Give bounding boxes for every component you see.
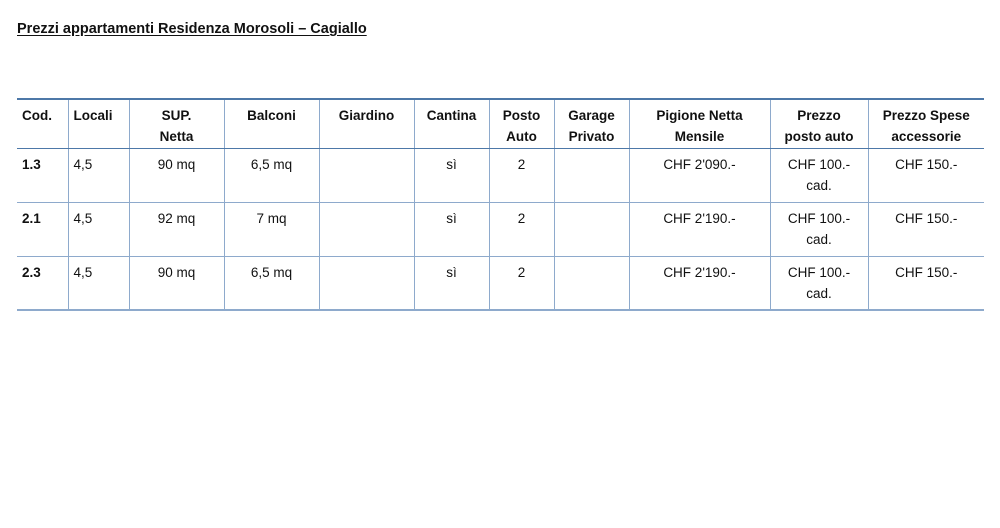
cell-prezzo-spese: CHF 150.- (868, 256, 984, 310)
header-locali (68, 99, 129, 148)
header-prezzo-posto-auto-line2: posto auto (784, 129, 854, 144)
header-posto-auto (489, 99, 554, 148)
cell-locali: 4,5 (68, 148, 129, 202)
header-balconi (224, 99, 319, 148)
cell-prezzo-posto-auto-line2: cad. (806, 285, 832, 301)
header-pigione-netta-line1: Pigione Netta (656, 108, 743, 123)
header-garage-privato-line1: Garage (568, 108, 615, 123)
header-prezzo-spese (868, 99, 984, 148)
header-giardino (319, 99, 414, 148)
header-cod-label: Cod. (22, 108, 52, 123)
cell-prezzo-spese: CHF 150.- (868, 202, 984, 256)
cell-prezzo-posto-auto (770, 256, 868, 310)
cell-giardino (319, 202, 414, 256)
cell-posto-auto: 2 (489, 256, 554, 310)
header-pigione-netta-line2: Mensile (674, 129, 725, 144)
header-garage-privato-line2: Privato (568, 129, 615, 144)
table-header-row (17, 99, 984, 148)
cell-balconi: 6,5 mq (224, 148, 319, 202)
header-sup-netta-line2: Netta (159, 129, 194, 144)
cell-giardino (319, 148, 414, 202)
cell-locali: 4,5 (68, 256, 129, 310)
cell-prezzo-posto-auto-line2: cad. (806, 177, 832, 193)
header-sup-netta (129, 99, 224, 148)
cell-sup-netta: 92 mq (129, 202, 224, 256)
header-posto-auto-line2: Auto (506, 129, 537, 144)
cell-cod: 1.3 (17, 148, 68, 202)
header-garage-privato (554, 99, 629, 148)
header-prezzo-posto-auto-line1: Prezzo (797, 108, 841, 123)
header-balconi-label: Balconi (247, 108, 296, 123)
cell-cod: 2.3 (17, 256, 68, 310)
cell-balconi: 6,5 mq (224, 256, 319, 310)
header-cod (17, 99, 68, 148)
cell-cantina: sì (414, 256, 489, 310)
cell-cantina: sì (414, 202, 489, 256)
cell-balconi: 7 mq (224, 202, 319, 256)
header-prezzo-spese-line2: accessorie (891, 129, 962, 144)
table-row (17, 202, 984, 256)
cell-garage-privato (554, 202, 629, 256)
cell-sup-netta: 90 mq (129, 148, 224, 202)
cell-garage-privato (554, 148, 629, 202)
cell-posto-auto: 2 (489, 148, 554, 202)
cell-giardino (319, 256, 414, 310)
header-giardino-label: Giardino (338, 108, 395, 123)
cell-prezzo-posto-auto-line1: CHF 100.- (787, 264, 851, 280)
cell-prezzo-posto-auto (770, 148, 868, 202)
document-title: Prezzi appartamenti Residenza Morosoli – Cagiallo (17, 21, 367, 37)
cell-cantina: sì (414, 148, 489, 202)
cell-locali: 4,5 (68, 202, 129, 256)
cell-pigione-netta: CHF 2'090.- (629, 148, 770, 202)
header-prezzo-posto-auto (770, 99, 868, 148)
header-cantina-label: Cantina (426, 108, 477, 123)
header-locali-label: Locali (73, 108, 113, 123)
cell-prezzo-posto-auto-line2: cad. (806, 231, 832, 247)
header-cantina (414, 99, 489, 148)
cell-garage-privato (554, 256, 629, 310)
cell-cod: 2.1 (17, 202, 68, 256)
cell-sup-netta: 90 mq (129, 256, 224, 310)
cell-pigione-netta: CHF 2'190.- (629, 256, 770, 310)
cell-prezzo-spese: CHF 150.- (868, 148, 984, 202)
cell-posto-auto: 2 (489, 202, 554, 256)
header-posto-auto-line1: Posto (502, 108, 541, 123)
cell-prezzo-posto-auto-line1: CHF 100.- (787, 210, 851, 226)
cell-prezzo-posto-auto (770, 202, 868, 256)
table-row (17, 148, 984, 202)
header-prezzo-spese-line1: Prezzo Spese (882, 108, 970, 123)
cell-pigione-netta: CHF 2'190.- (629, 202, 770, 256)
table-row (17, 256, 984, 310)
header-pigione-netta (629, 99, 770, 148)
header-sup-netta-line1: SUP. (161, 108, 192, 123)
price-table (17, 98, 984, 311)
cell-prezzo-posto-auto-line1: CHF 100.- (787, 156, 851, 172)
